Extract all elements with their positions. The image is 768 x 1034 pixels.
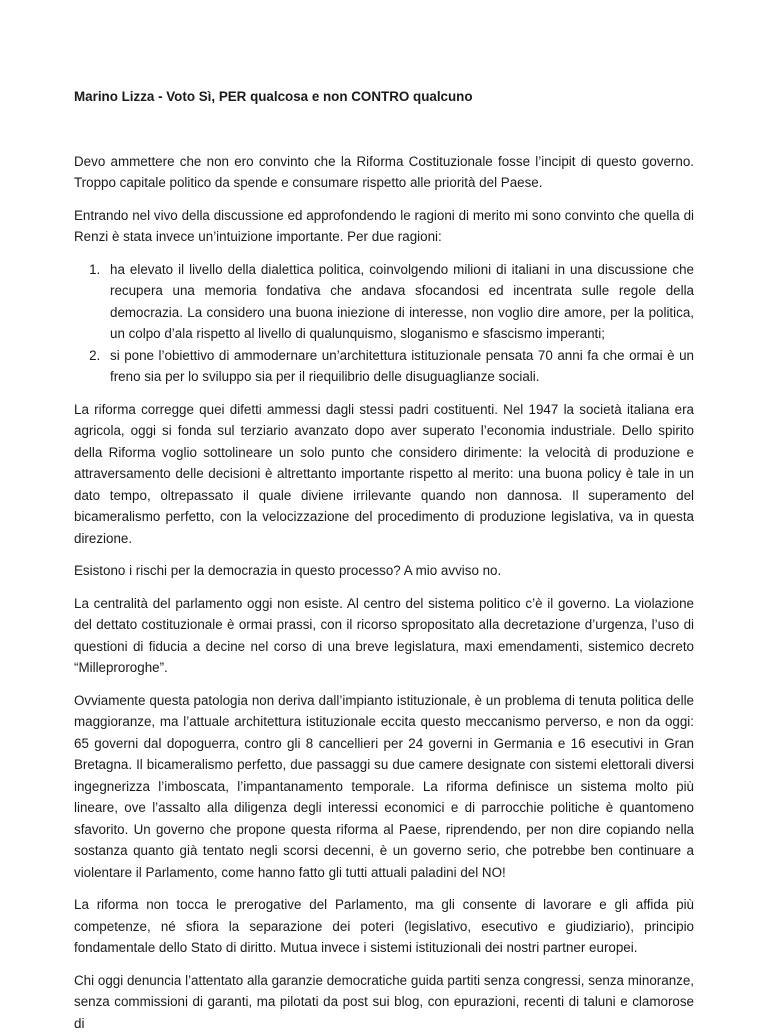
paragraph-2: Entrando nel vivo della discussione ed approfondendo le ragioni di merito mi sono convinto che quella di Renzi è stata invece un’intuizione importante. Per due ragioni: — [74, 207, 694, 245]
paragraph-8: Chi oggi denuncia l’attentato alla garanzie democratiche guida partiti senza congressi, senza minoranze, senza commissioni di garanti, ma pilotati da post sui blog, con epurazioni, recenti di taluni e clamorose di — [74, 972, 694, 1031]
paragraph-1: Devo ammettere che non ero convinto che la Riforma Costituzionale fosse l’incipit di questo governo. Troppo capitale politico da spende e consumare rispetto alle priorità del Paese. — [74, 153, 694, 191]
paragraph-5: La centralità del parlamento oggi non esiste. Al centro del sistema politico c’è il governo. La violazione del dettato costituzionale è ormai prassi, con il ricorso spropositato alla decretazione d’urgenza, l’uso di questioni di fiducia a decine nel corso di una breve legislatura, maxi emendamenti, sistemico decreto “Milleproroghe”. — [74, 595, 694, 676]
paragraph-3: La riforma corregge quei difetti ammessi dagli stessi padri costituenti. Nel 1947 la società italiana era agricola, oggi si fonda sul terziario avanzato dopo aver superato l’economia industriale. Dello spirito della Riforma voglio sottolineare un solo punto che considero dirimente: la velocità di produzione e attraversamento delle decisioni è altrettanto importante rispetto al merito: una buona policy è tale in un dato tempo, oltrepassato il quale diviene irrilevante quando non dannosa. Il superamento del bicameralismo perfetto, con la velocizzazione del procedimento di produzione legislativa, va in questa direzione. — [74, 401, 694, 546]
reasons-list-item-2: 2. si pone l’obiettivo di ammodernare un’architettura istituzionale pensata 70 anni fa che ormai è un freno sia per lo sviluppo sia per il riequilibrio delle disuguaglianze sociali. — [104, 345, 694, 388]
document-title: Marino Lizza - Voto Sì, PER qualcosa e non CONTRO qualcuno — [74, 89, 473, 104]
reasons-list — [74, 259, 694, 388]
paragraph-7: La riforma non tocca le prerogative del Parlamento, ma gli consente di lavorare e gli affida più competenze, né sfiora la separazione dei poteri (legislativo, esecutivo e giudiziario), principio fondamentale dello Stato di diritto. Mutua invece i sistemi istituzionali dei nostri partner europei. — [74, 897, 694, 956]
reasons-list-item-1: 1. ha elevato il livello della dialettica politica, coinvolgendo milioni di italiani in una discussione che recupera una memoria fondativa che andava sfocandosi ed incentrata sulle regole della democrazia. La considero una buona iniezione di interesse, non voglio dire amore, per la politica, un colpo d’ala rispetto al livello di qualunquismo, sloganismo e sfascismo imperanti; — [104, 259, 694, 345]
paragraph-6: Ovviamente questa patologia non deriva dall’impianto istituzionale, è un problema di tenuta politica delle maggioranze, ma l’attuale architettura istituzionale eccita questo meccanismo perverso, e non da oggi: 65 governi dal dopoguerra, contro gli 8 cancellieri per 24 governi in Germania e 16 esecutivi in Gran Bretagna. Il bicameralismo perfetto, due passaggi su due camere designate con sistemi elettorali diversi ingegnerizza l’imboscata, l’impantanamento temporale. La riforma definisce un sistema molto più lineare, ove l’assalto alla diligenza degli interessi economici e di parrocchie politiche è quantomeno sfavorito. Un governo che propone questa riforma al Paese, riprendendo, per non dire copiando nella sostanza quanto già tentato negli scorsi decenni, è un governo serio, che potrebbe ben continuare a violentare il Parlamento, come hanno fatto gli tutti attuali paladini del NO! — [74, 692, 694, 880]
paragraph-4: Esistono i rischi per la democrazia in questo processo? A mio avviso no. — [74, 563, 502, 579]
